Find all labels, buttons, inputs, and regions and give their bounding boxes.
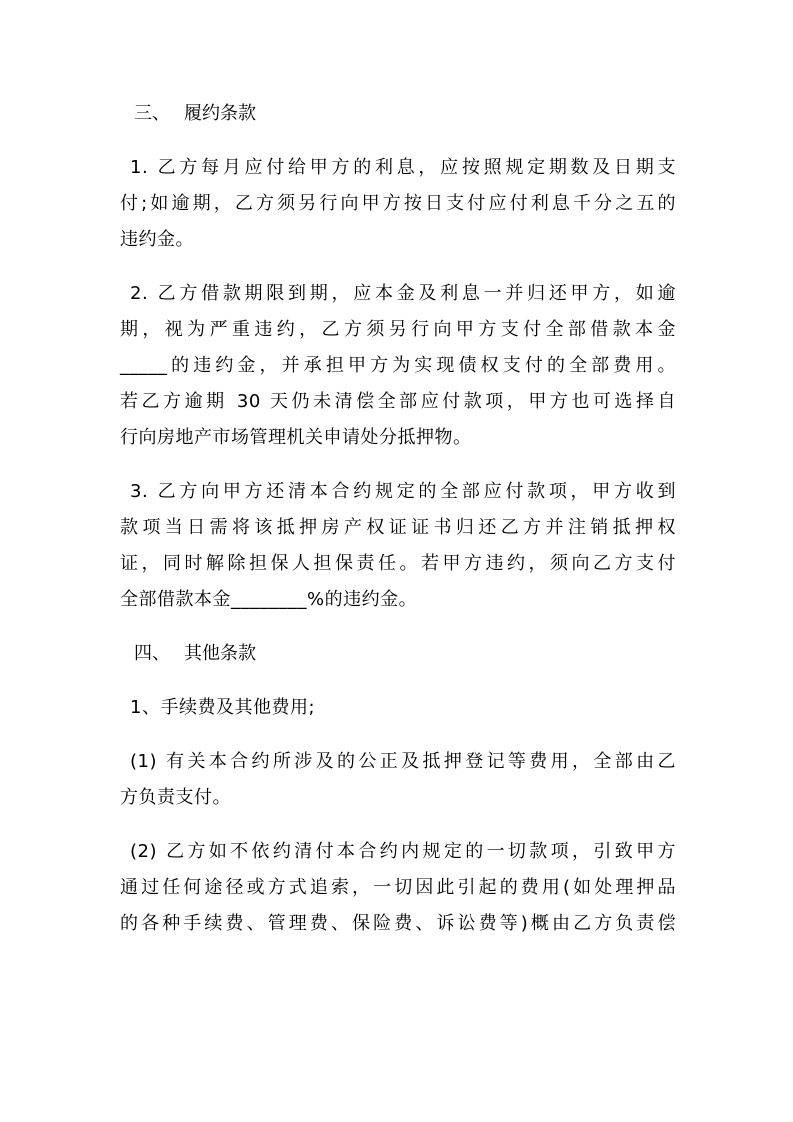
- item-1: [120, 690, 676, 726]
- section-heading-3: [120, 96, 676, 132]
- clause-3: [120, 474, 676, 618]
- sub-item-line: 通过任何途径或方式追索，一切因此引起的费用(如处理押品: [120, 877, 676, 898]
- section-title: 履约条款: [184, 103, 256, 124]
- clause-line: 款项当日需将该抵押房产权证证书归还乙方并注销抵押权: [120, 517, 676, 538]
- section-heading-4: [120, 636, 676, 672]
- sub-item-1: [120, 744, 676, 816]
- clause-line: 全部借款本金________%的违约金。: [120, 589, 418, 610]
- clause-line: 行向房地产市场管理机关申请处分抵押物。: [120, 427, 472, 448]
- clause-line: 期，视为严重违约，乙方须另行向甲方支付全部借款本金: [120, 319, 676, 340]
- clause-2: [120, 276, 676, 456]
- section-title: 其他条款: [184, 643, 256, 664]
- section-number: 四、: [134, 643, 170, 664]
- section-number: 三、: [134, 103, 170, 124]
- item-line: 1、手续费及其他费用;: [130, 697, 316, 718]
- clause-line: 1. 乙方每月应付给甲方的利息，应按照规定期数及日期支: [130, 157, 676, 178]
- clause-line: 3. 乙方向甲方还清本合约规定的全部应付款项，甲方收到: [130, 481, 676, 502]
- clause-1: [120, 150, 676, 258]
- clause-line: 违约金。: [120, 229, 194, 250]
- sub-item-line: 的各种手续费、管理费、保险费、诉讼费等)概由乙方负责偿: [120, 913, 676, 934]
- sub-item-line: (1) 有关本合约所涉及的公正及抵押登记等费用，全部由乙: [130, 751, 676, 772]
- clause-line: 付;如逾期，乙方须另行向甲方按日支付应付利息千分之五的: [120, 193, 676, 214]
- document-body: [120, 96, 676, 960]
- clause-line: 2. 乙方借款期限到期，应本金及利息一并归还甲方，如逾: [130, 283, 676, 304]
- sub-item-2: [120, 834, 676, 942]
- clause-line: _____的违约金，并承担甲方为实现债权支付的全部费用。: [120, 355, 676, 376]
- sub-item-line: 方负责支付。: [120, 787, 231, 808]
- clause-line: 若乙方逾期 30 天仍未清偿全部应付款项，甲方也可选择自: [120, 391, 676, 412]
- clause-line: 证，同时解除担保人担保责任。若甲方违约，须向乙方支付: [120, 553, 676, 574]
- sub-item-line: (2) 乙方如不依约清付本合约内规定的一切款项，引致甲方: [130, 841, 676, 862]
